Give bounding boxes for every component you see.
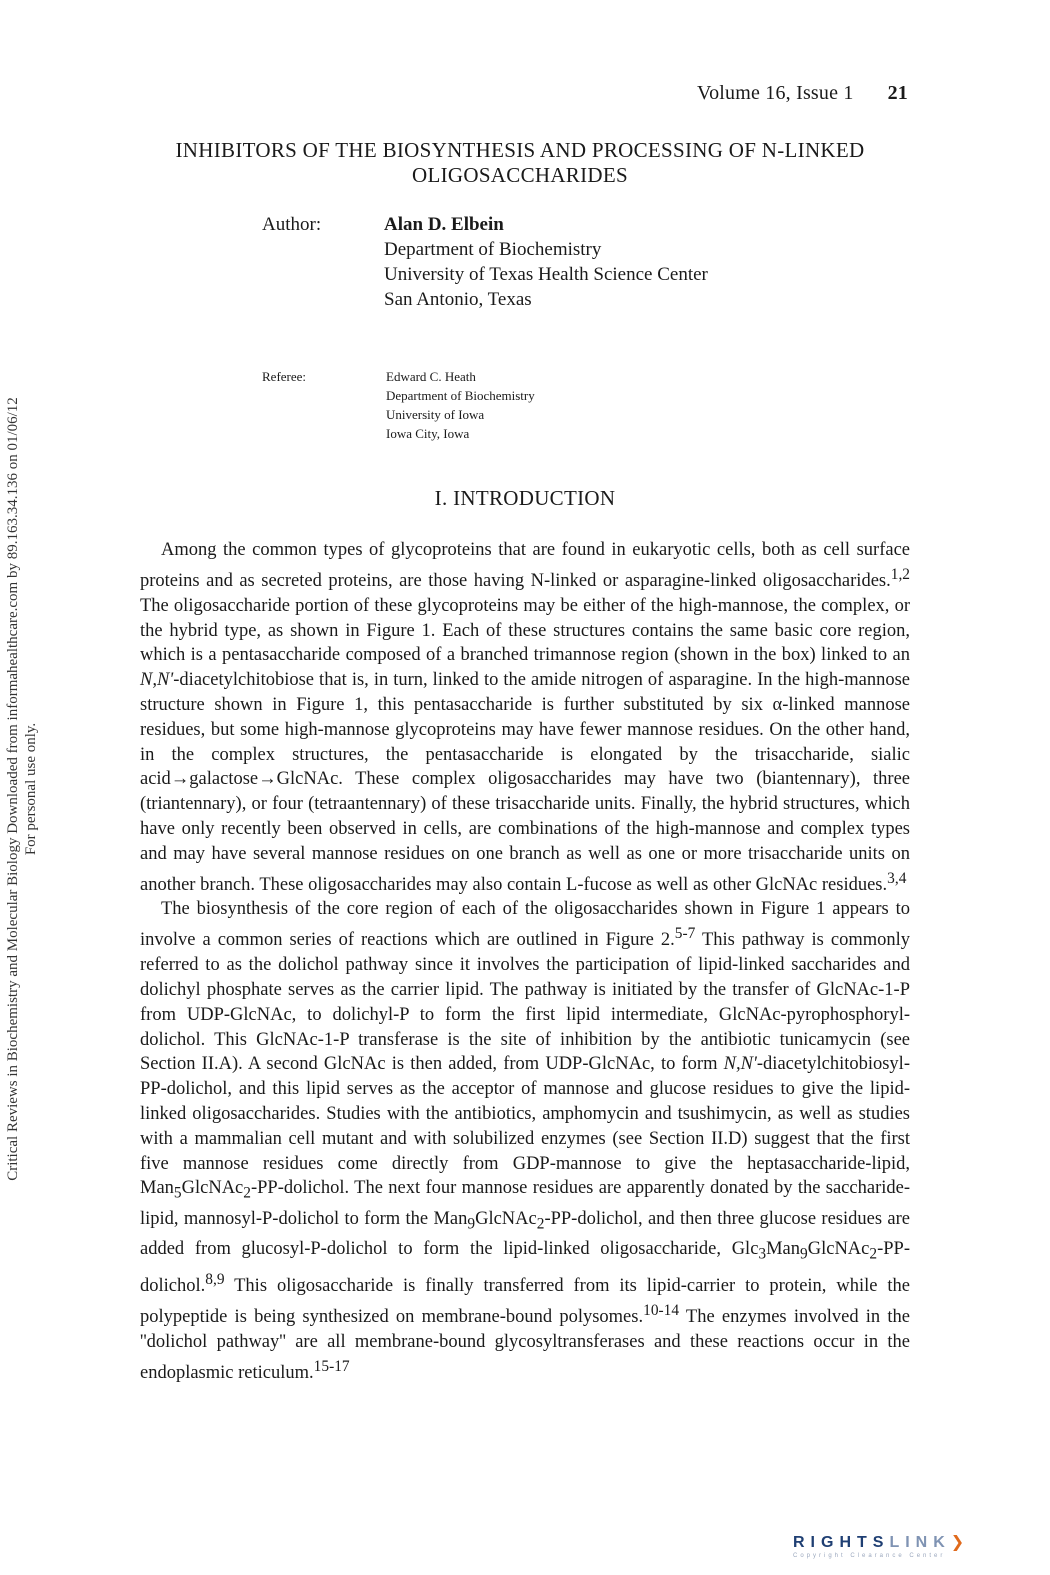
logo-part-link: LINK — [889, 1534, 951, 1551]
paragraph-1 — [140, 538, 910, 897]
reference-citation: 10-14 — [643, 1301, 680, 1319]
text-run: -PP-dolichol, and then three glucose residues are added from glucosyl-P-dolichol to form the lipid-linked oligosaccharide, Glc — [140, 1208, 910, 1260]
logo-arrow-icon: ❯ — [950, 1534, 965, 1551]
referee-location: Iowa City, Iowa — [386, 426, 470, 441]
article-title — [100, 138, 940, 188]
rightslink-logo[interactable] — [793, 1532, 964, 1559]
referee-institution: University of Iowa — [386, 407, 485, 422]
text-run: This oligosaccharide is finally transferred from its lipid-carrier to protein, while the polypeptide is being synthesized on membrane-bound polysomes. — [140, 1276, 910, 1327]
italic-term: N,N' — [723, 1054, 757, 1075]
personal-use-line: For personal use only. — [23, 722, 39, 856]
logo-tagline: Copyright Clearance Center — [793, 1553, 946, 1559]
italic-term: N,N' — [140, 670, 174, 691]
logo-part-rights: RIGHTS — [793, 1534, 890, 1551]
download-notice-line: Critical Reviews in Biochemistry and Molecular Biology Downloaded from informahealthcare.com by 89.163.34.136 on 01/06/12 — [5, 397, 21, 1181]
author-location: San Antonio, Texas — [384, 289, 532, 310]
author-institution: University of Texas Health Science Center — [384, 264, 708, 285]
referee-name: Edward C. Heath — [386, 369, 476, 384]
reference-citation: 3,4 — [887, 869, 907, 887]
author-name: Alan D. Elbein — [384, 214, 504, 235]
volume-issue: Volume 16, Issue 1 — [697, 82, 854, 104]
author-label: Author: — [262, 214, 322, 235]
referee-label: Referee: — [262, 369, 307, 384]
reference-citation: 15-17 — [313, 1357, 350, 1375]
text-run: Among the common types of glycoproteins that are found in eukaryotic cells, both as cell surface proteins and as secreted proteins, are those having N-linked or asparagine-linked oligosaccharides. — [140, 540, 910, 591]
referee-department: Department of Biochemistry — [386, 388, 535, 403]
text-run: -fucose as well as other GlcNAc residues. — [577, 874, 888, 895]
text-run: -diacetylchitobiosyl-PP-dolichol, and this lipid serves as the acceptor of mannose and glucose residues to give the lipid-linked oligosaccharides. Studies with the antibiotics, amphomycin and tsushimycin, as well as studies with a mammalian cell mutant and with solubilized enzymes (see Section II.D) suggest that the first five mannose residues come directly from GDP-mannose to give the heptasaccharide-lipid, Man — [140, 1054, 910, 1199]
text-run: -PP-dolichol. The next four mannose residues are apparently donated by the saccharide-lipid, mannosyl-P-dolichol to form the Man — [140, 1178, 910, 1229]
reference-citation: 8,9 — [205, 1270, 225, 1288]
reference-citation: 5-7 — [674, 925, 696, 943]
body-text — [140, 538, 910, 1386]
author-department: Department of Biochemistry — [384, 239, 602, 260]
text-run: GlcNAc — [807, 1239, 870, 1260]
running-header — [697, 82, 908, 105]
title-line-1: INHIBITORS OF THE BIOSYNTHESIS AND PROCESSING OF N-LINKED — [175, 138, 865, 162]
subscript: 9 — [800, 1246, 808, 1264]
text-run: Man — [766, 1239, 801, 1260]
text-run: The enzymes involved in the ''dolichol pathway'' are all membrane-bound glycosyltransferases and these reactions occur in the endoplasmic reticulum. — [140, 1306, 910, 1383]
subscript: 5 — [173, 1185, 182, 1203]
subscript: 2 — [869, 1246, 878, 1264]
section-heading: I. INTRODUCTION — [434, 486, 616, 510]
text-run: -PP-dolichol. — [140, 1239, 910, 1296]
text-run: GlcNAc — [475, 1208, 537, 1229]
text-run: The oligosaccharide portion of these glycoproteins may be either of the high-mannose, the complex, or the hybrid type, as shown in Figure 1. Each of these structures contains the same basic core region, which is a pentasaccharide composed of a branched trimannose region (shown in the box) linked to an — [140, 595, 910, 666]
reference-citation: 1,2 — [890, 565, 910, 583]
subscript: 2 — [243, 1185, 251, 1203]
small-caps-term: L — [566, 874, 578, 895]
logo-wordmark — [793, 1532, 964, 1552]
page-number: 21 — [887, 82, 908, 104]
author-info — [384, 212, 708, 312]
subscript: 2 — [536, 1215, 545, 1233]
text-run: GlcNAc — [181, 1178, 244, 1199]
text-run: This pathway is commonly referred to as the dolichol pathway since it involves the participation of lipid-linked saccharides and dolichyl phosphate serves as the carrier lipid. The pathway is initiated by the transfer of GlcNAc-1-P from UDP-GlcNAc, to dolichyl-P to form the first lipid intermediate, GlcNAc-pyrophosphoryl-dolichol. This GlcNAc-1-P transferase is the site of inhibition by the antibiotic tunicamycin (see Section II.A). A second GlcNAc is then added, from UDP-GlcNAc, to form — [140, 930, 910, 1075]
download-notice — [4, 169, 40, 1409]
paragraph-2 — [140, 897, 910, 1385]
title-line-2: OLIGOSACCHARIDES — [412, 163, 628, 187]
text-run: -diacetylchitobiose that is, in turn, linked to the amide nitrogen of asparagine. In the high-mannose structure shown in Figure 1, this pentasaccharide is further substituted by six α-linked mannose residues, but some high-mannose glycoproteins may have fewer mannose residues. On the other hand, in the complex structures, the pentasaccharide is elongated by the trisaccharide, sialic acid→galactose→GlcNAc. These complex oligosaccharides may have two (biantennary), three (triantennary), or four (tetraantennary) of these trisaccharide units. Finally, the hybrid structures, which have only recently been observed in cells, are combinations of the high-mannose and complex types and may have several mannose residues on one branch as well as one or more trisaccharide units on another branch. These oligosaccharides may also contain — [140, 670, 910, 895]
text-run: The biosynthesis of the core region of each of the oligosaccharides shown in Figure 1 appears to involve a common series of reactions which are outlined in Figure 2. — [140, 899, 910, 951]
referee-info — [386, 367, 535, 443]
subscript: 9 — [467, 1215, 476, 1233]
subscript: 3 — [758, 1246, 767, 1264]
